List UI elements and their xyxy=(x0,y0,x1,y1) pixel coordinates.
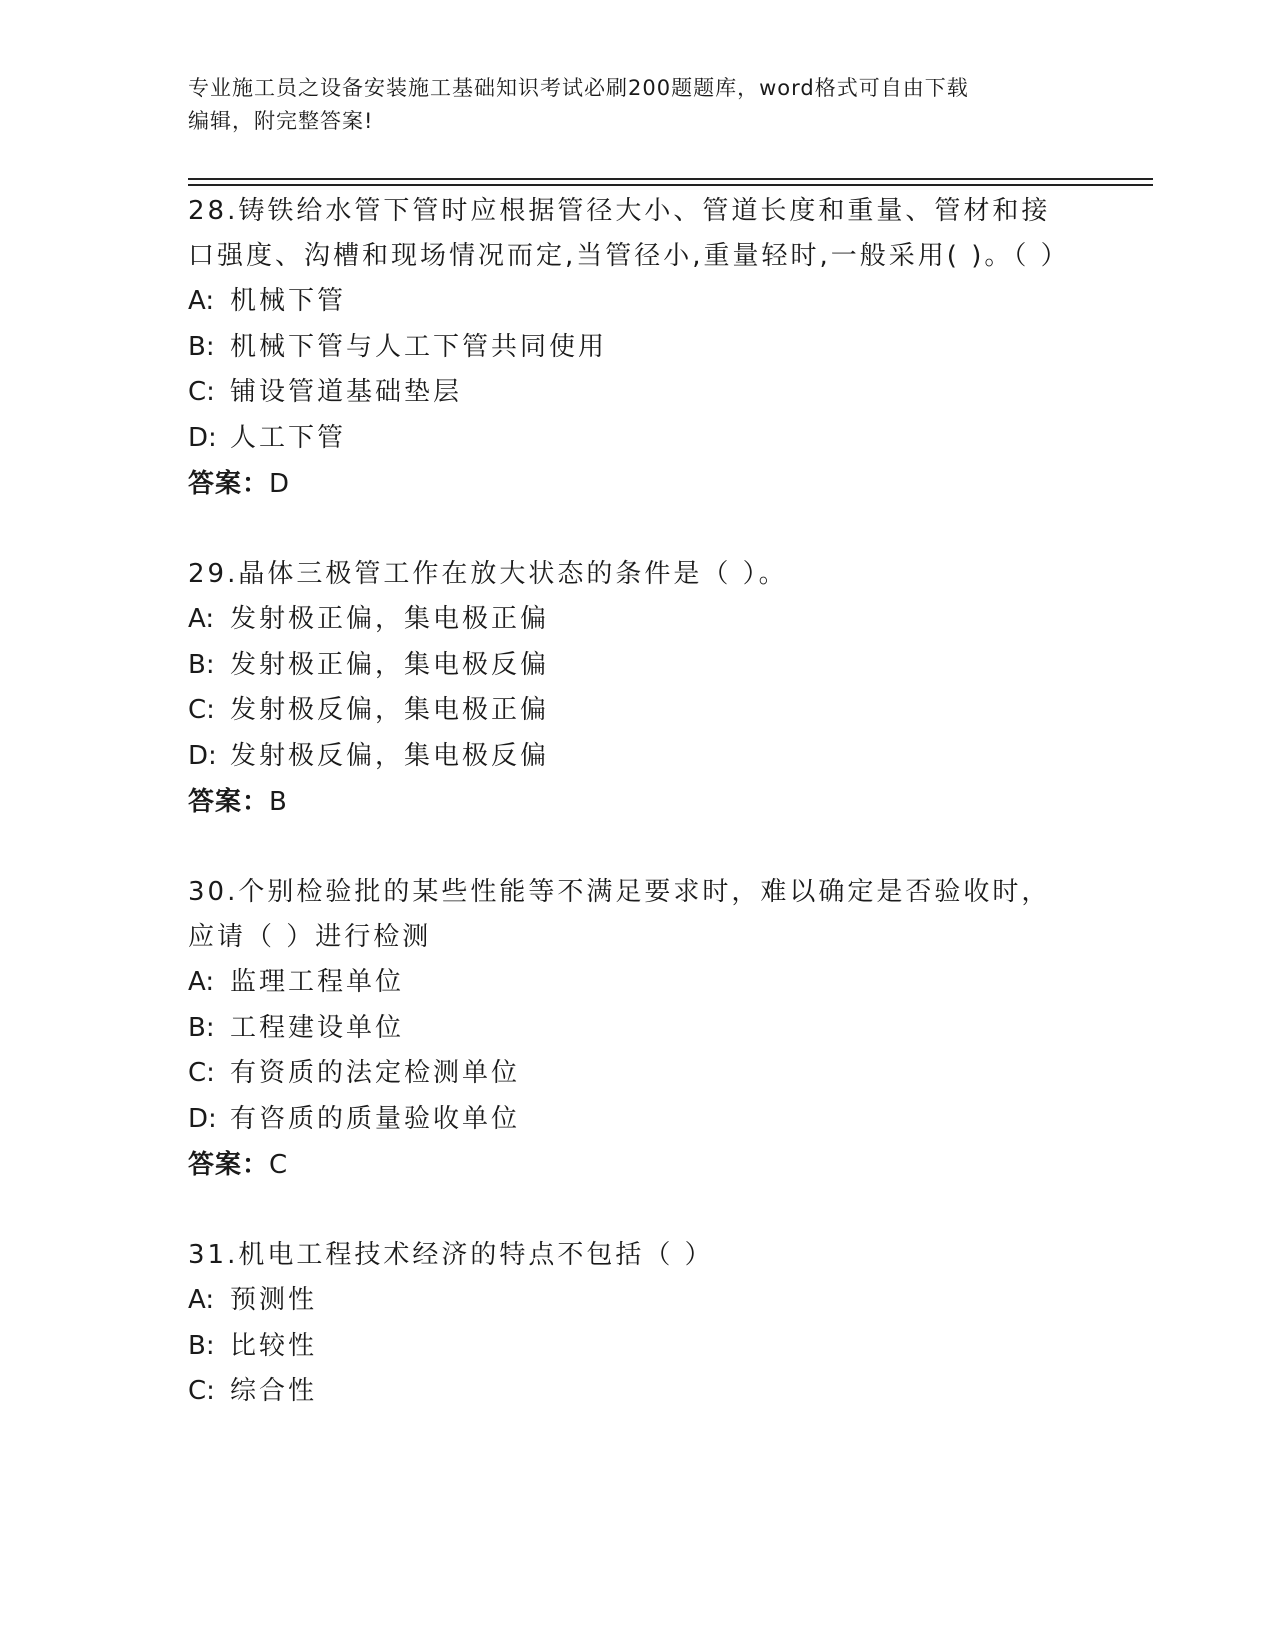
option-letter: A: xyxy=(188,604,215,634)
answer-label: 答案： xyxy=(188,469,270,499)
option-letter: A: xyxy=(188,967,215,997)
option-d xyxy=(188,416,1153,462)
header-line-2: 编辑，附完整答案! xyxy=(188,109,374,133)
option-text: 有资质的法定检测单位 xyxy=(230,1058,521,1088)
answer-value: D xyxy=(269,469,291,499)
option-d xyxy=(188,734,1153,780)
option-c xyxy=(188,1051,1153,1097)
answer-value: C xyxy=(269,1150,289,1180)
option-letter: B: xyxy=(188,1012,215,1043)
option-text: 发射极正偏，集电极正偏 xyxy=(230,604,550,634)
option-text: 综合性 xyxy=(230,1376,318,1406)
option-letter: B: xyxy=(188,331,215,362)
option-c xyxy=(188,688,1153,734)
option-text: 人工下管 xyxy=(230,422,347,453)
answer-value: B xyxy=(269,787,288,817)
option-text: 预测性 xyxy=(230,1285,318,1315)
option-text: 发射极正偏，集电极反偏 xyxy=(230,649,550,680)
option-letter: D: xyxy=(188,1103,217,1134)
option-letter: C: xyxy=(188,377,215,407)
option-letter: D: xyxy=(188,422,217,453)
option-text: 工程建设单位 xyxy=(230,1012,405,1043)
option-text: 监理工程单位 xyxy=(230,967,405,997)
question-text: 31.机电工程技术经济的特点不包括（ ） xyxy=(188,1240,714,1270)
question-spacer xyxy=(188,825,1153,870)
option-letter: C: xyxy=(188,1058,215,1088)
option-a xyxy=(188,1278,1153,1324)
answer-line xyxy=(188,461,1153,507)
option-d xyxy=(188,1097,1153,1143)
option-letter: C: xyxy=(188,695,215,725)
option-text: 机械下管 xyxy=(230,286,347,316)
option-text: 铺设管道基础垫层 xyxy=(230,377,463,407)
header-divider-top xyxy=(188,178,1153,180)
option-a xyxy=(188,597,1153,643)
question-spacer xyxy=(188,507,1153,552)
option-text: 发射极反偏，集电极正偏 xyxy=(230,695,550,725)
question-text: 29.晶体三极管工作在放大状态的条件是（ ）。 xyxy=(188,559,788,589)
answer-line xyxy=(188,1142,1153,1188)
option-b xyxy=(188,1006,1153,1052)
option-letter: B: xyxy=(188,1330,215,1361)
question-29 xyxy=(188,552,1153,825)
option-b xyxy=(188,1324,1153,1370)
question-text: 28.铸铁给水管下管时应根据管径大小、管道长度和重量、管材和接口强度、沟槽和现场情况而定,当管径小,重量轻时,一般采用( )。（ ） xyxy=(188,196,1070,271)
option-a xyxy=(188,279,1153,325)
header-divider-bottom xyxy=(188,184,1153,186)
option-c xyxy=(188,370,1153,416)
option-text: 机械下管与人工下管共同使用 xyxy=(230,331,608,362)
option-b xyxy=(188,325,1153,371)
question-list xyxy=(188,189,1153,1415)
option-a xyxy=(188,960,1153,1006)
option-text: 发射极反偏，集电极反偏 xyxy=(230,740,550,771)
question-28 xyxy=(188,189,1153,507)
option-text: 有咨质的质量验收单位 xyxy=(230,1103,521,1134)
answer-label: 答案： xyxy=(188,787,270,817)
question-text: 30.个别检验批的某些性能等不满足要求时，难以确定是否验收时，应请（ ）进行检测 xyxy=(188,877,1051,952)
option-letter: D: xyxy=(188,740,217,771)
option-c xyxy=(188,1369,1153,1415)
option-b xyxy=(188,643,1153,689)
question-31 xyxy=(188,1233,1153,1415)
answer-line xyxy=(188,779,1153,825)
option-letter: A: xyxy=(188,1285,215,1315)
option-letter: B: xyxy=(188,649,215,680)
header-line-1: 专业施工员之设备安装施工基础知识考试必刷200题题库，word格式可自由下载 xyxy=(188,76,969,100)
option-letter: A: xyxy=(188,286,215,316)
option-letter: C: xyxy=(188,1376,215,1406)
option-text: 比较性 xyxy=(230,1330,318,1361)
question-30 xyxy=(188,870,1153,1188)
document-header xyxy=(188,72,1088,138)
question-spacer xyxy=(188,1188,1153,1233)
answer-label: 答案： xyxy=(188,1150,270,1180)
